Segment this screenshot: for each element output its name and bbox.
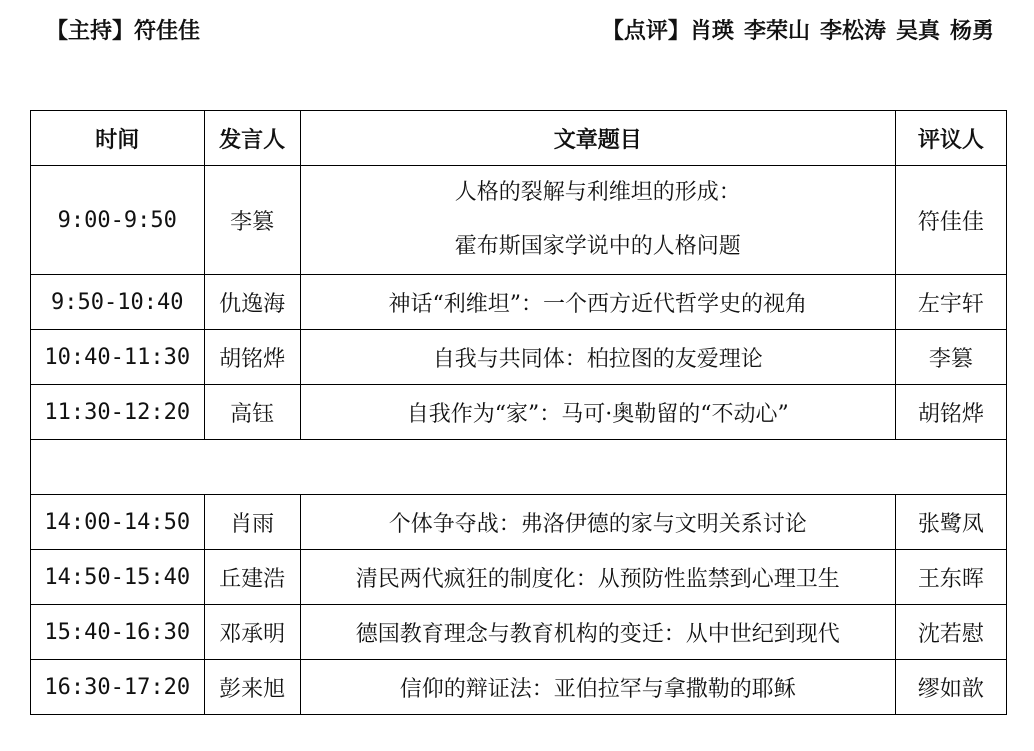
table-row xyxy=(31,660,1007,715)
session-title: 清民两代疯狂的制度化：从预防性监禁到心理卫生 xyxy=(300,550,895,605)
reviewer-name: 杨勇 xyxy=(949,19,994,44)
session-title-line: 霍布斯国家学说中的人格问题 xyxy=(454,234,741,259)
session-speaker: 彭来旭 xyxy=(204,660,300,715)
table-row xyxy=(31,550,1007,605)
reviewer-name: 李松涛 xyxy=(819,19,886,44)
reviewer-name: 肖瑛 xyxy=(689,19,734,44)
host-line xyxy=(46,14,200,45)
review-line xyxy=(602,14,994,45)
lunch-break-row xyxy=(31,440,1007,495)
session-reviewer: 符佳佳 xyxy=(895,166,1006,275)
session-speaker: 肖雨 xyxy=(204,495,300,550)
session-time: 16:30-17:20 xyxy=(31,660,205,715)
table-row xyxy=(31,495,1007,550)
session-reviewer: 李篡 xyxy=(895,330,1006,385)
table-row xyxy=(31,605,1007,660)
table-row xyxy=(31,385,1007,440)
reviewer-name: 李荣山 xyxy=(743,19,810,44)
session-time: 14:50-15:40 xyxy=(31,550,205,605)
session-time: 11:30-12:20 xyxy=(31,385,205,440)
column-header-title: 文章题目 xyxy=(300,111,895,166)
session-title: 信仰的辩证法：亚伯拉罕与拿撒勒的耶稣 xyxy=(300,660,895,715)
session-title: 德国教育理念与教育机构的变迁：从中世纪到现代 xyxy=(300,605,895,660)
table-row xyxy=(31,275,1007,330)
session-title: 自我与共同体：柏拉图的友爱理论 xyxy=(300,330,895,385)
reviewer-name: 吴真 xyxy=(895,19,940,44)
session-reviewer: 缪如歆 xyxy=(895,660,1006,715)
session-time: 14:00-14:50 xyxy=(31,495,205,550)
session-title: 个体争夺战：弗洛伊德的家与文明关系讨论 xyxy=(300,495,895,550)
table-row xyxy=(31,330,1007,385)
schedule-table xyxy=(30,110,1007,715)
session-speaker: 仇逸海 xyxy=(204,275,300,330)
session-speaker: 李篡 xyxy=(204,166,300,275)
session-speaker: 胡铭烨 xyxy=(204,330,300,385)
review-label: 【点评】 xyxy=(601,19,690,44)
column-header-speaker: 发言人 xyxy=(204,111,300,166)
session-reviewer: 沈若慰 xyxy=(895,605,1006,660)
session-reviewer: 王东晖 xyxy=(895,550,1006,605)
table-header-row xyxy=(31,111,1007,166)
session-title: 神话“利维坦”：一个西方近代哲学史的视角 xyxy=(300,275,895,330)
host-label: 【主持】 xyxy=(46,19,135,44)
host-name: 符佳佳 xyxy=(134,19,201,44)
break-cell xyxy=(31,440,1007,495)
session-speaker: 丘建浩 xyxy=(204,550,300,605)
session-title: 自我作为“家”：马可·奥勒留的“不动心” xyxy=(300,385,895,440)
column-header-reviewer: 评议人 xyxy=(895,111,1006,166)
session-time: 9:50-10:40 xyxy=(31,275,205,330)
session-reviewer: 左宇轩 xyxy=(895,275,1006,330)
session-time: 15:40-16:30 xyxy=(31,605,205,660)
table-row xyxy=(31,166,1007,275)
session-title xyxy=(300,166,895,275)
session-time: 10:40-11:30 xyxy=(31,330,205,385)
column-header-time: 时间 xyxy=(31,111,205,166)
session-reviewer: 张鹭凤 xyxy=(895,495,1006,550)
session-reviewer: 胡铭烨 xyxy=(895,385,1006,440)
session-title-line: 人格的裂解与利维坦的形成： xyxy=(454,180,741,205)
session-time: 9:00-9:50 xyxy=(31,166,205,275)
session-speaker: 邓承明 xyxy=(204,605,300,660)
session-speaker: 高钰 xyxy=(204,385,300,440)
